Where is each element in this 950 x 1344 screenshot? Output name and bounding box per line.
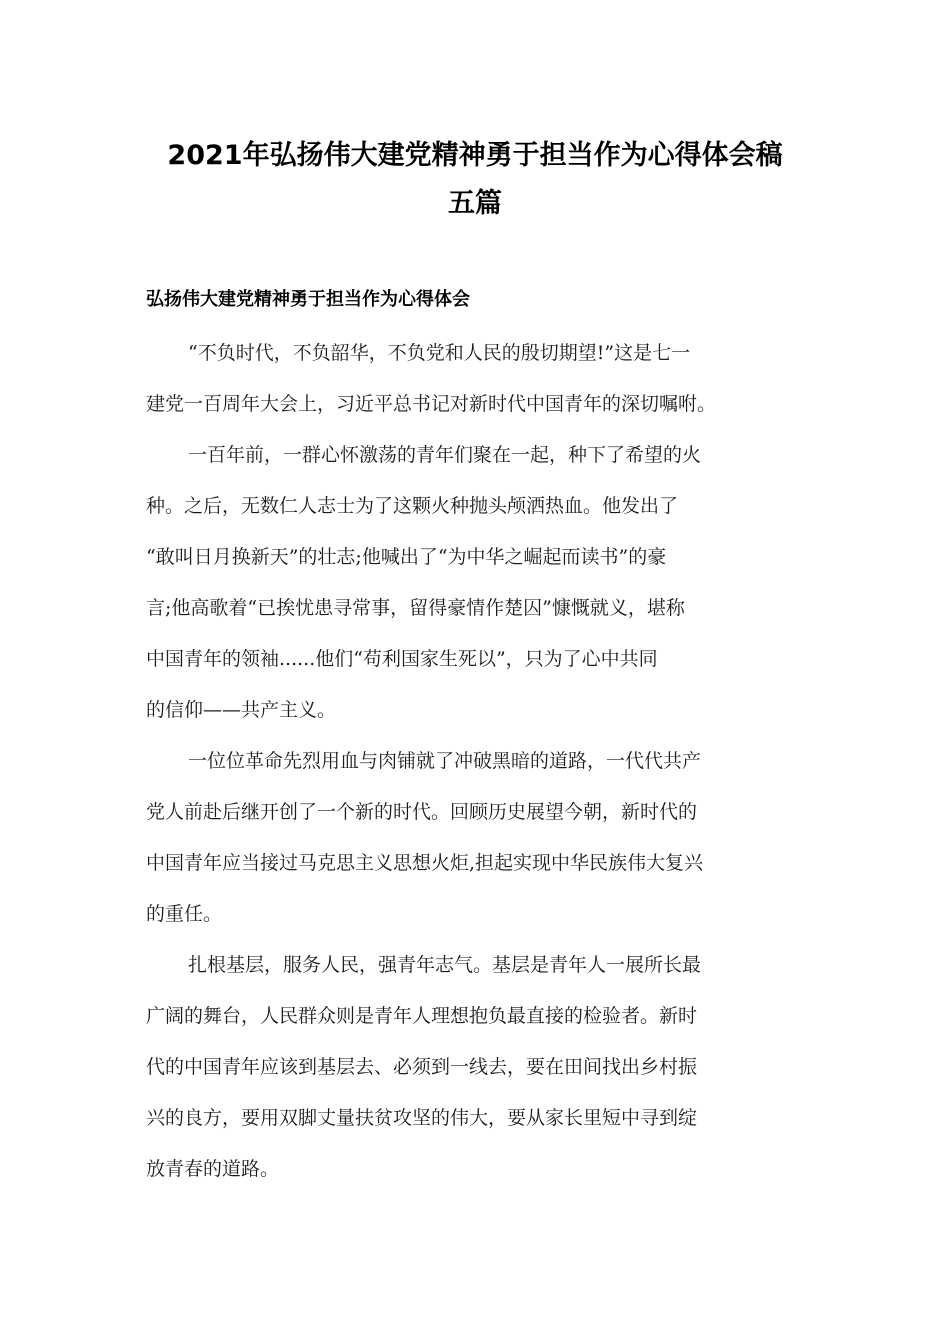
paragraph-line: 党人前赴后继开创了一个新的时代。回顾历史展望今朝，新时代的 [146, 801, 698, 823]
section-heading: 弘扬伟大建党精神勇于担当作为心得体会 [146, 289, 470, 310]
paragraph-line: 兴的良方，要用双脚丈量扶贫攻坚的伟大，要从家长里短中寻到绽 [146, 1107, 698, 1129]
paragraph-line: 建党一百周年大会上，习近平总书记对新时代中国青年的深切嘱咐。 [146, 393, 717, 415]
document-title-line-1: 2021年弘扬伟大建党精神勇于担当作为心得体会稿 [167, 140, 783, 171]
document-title-line-2: 五篇 [448, 188, 502, 219]
paragraph-line: 代的中国青年应该到基层去、必须到一线去，要在田间找出乡村振 [146, 1056, 698, 1078]
paragraph-line: 一位位革命先烈用血与肉铺就了冲破黑暗的道路，一代代共产 [188, 750, 702, 772]
paragraph-line: 的重任。 [146, 903, 223, 925]
paragraph-line: 扎根基层，服务人民，强青年志气。基层是青年人一展所长最 [188, 954, 702, 976]
paragraph-line: “敢叫日月换新天”的壮志;他喊出了“为中华之崛起而读书”的豪 [146, 546, 667, 568]
paragraph-line: 言;他高歌着“已挨忧患寻常事，留得豪情作楚囚”慷慨就义，堪称 [146, 597, 685, 619]
paragraph-line: 放青春的道路。 [146, 1158, 280, 1180]
paragraph-line: 中国青年的领袖......他们“苟利国家生死以”，只为了心中共同 [146, 648, 658, 670]
paragraph-line: 的信仰——共产主义。 [146, 699, 337, 721]
paragraph-line: 种。之后，无数仁人志士为了这颗火种抛头颅洒热血。他发出了 [146, 495, 679, 517]
paragraph-line: “不负时代，不负韶华，不负党和人民的殷切期望!”这是七一 [188, 342, 691, 364]
paragraph-line: 中国青年应当接过马克思主义思想火炬,担起实现中华民族伟大复兴 [146, 852, 704, 874]
paragraph-line: 一百年前，一群心怀激荡的青年们聚在一起，种下了希望的火 [188, 444, 702, 466]
paragraph-line: 广阔的舞台，人民群众则是青年人理想抱负最直接的检验者。新时 [146, 1005, 698, 1027]
